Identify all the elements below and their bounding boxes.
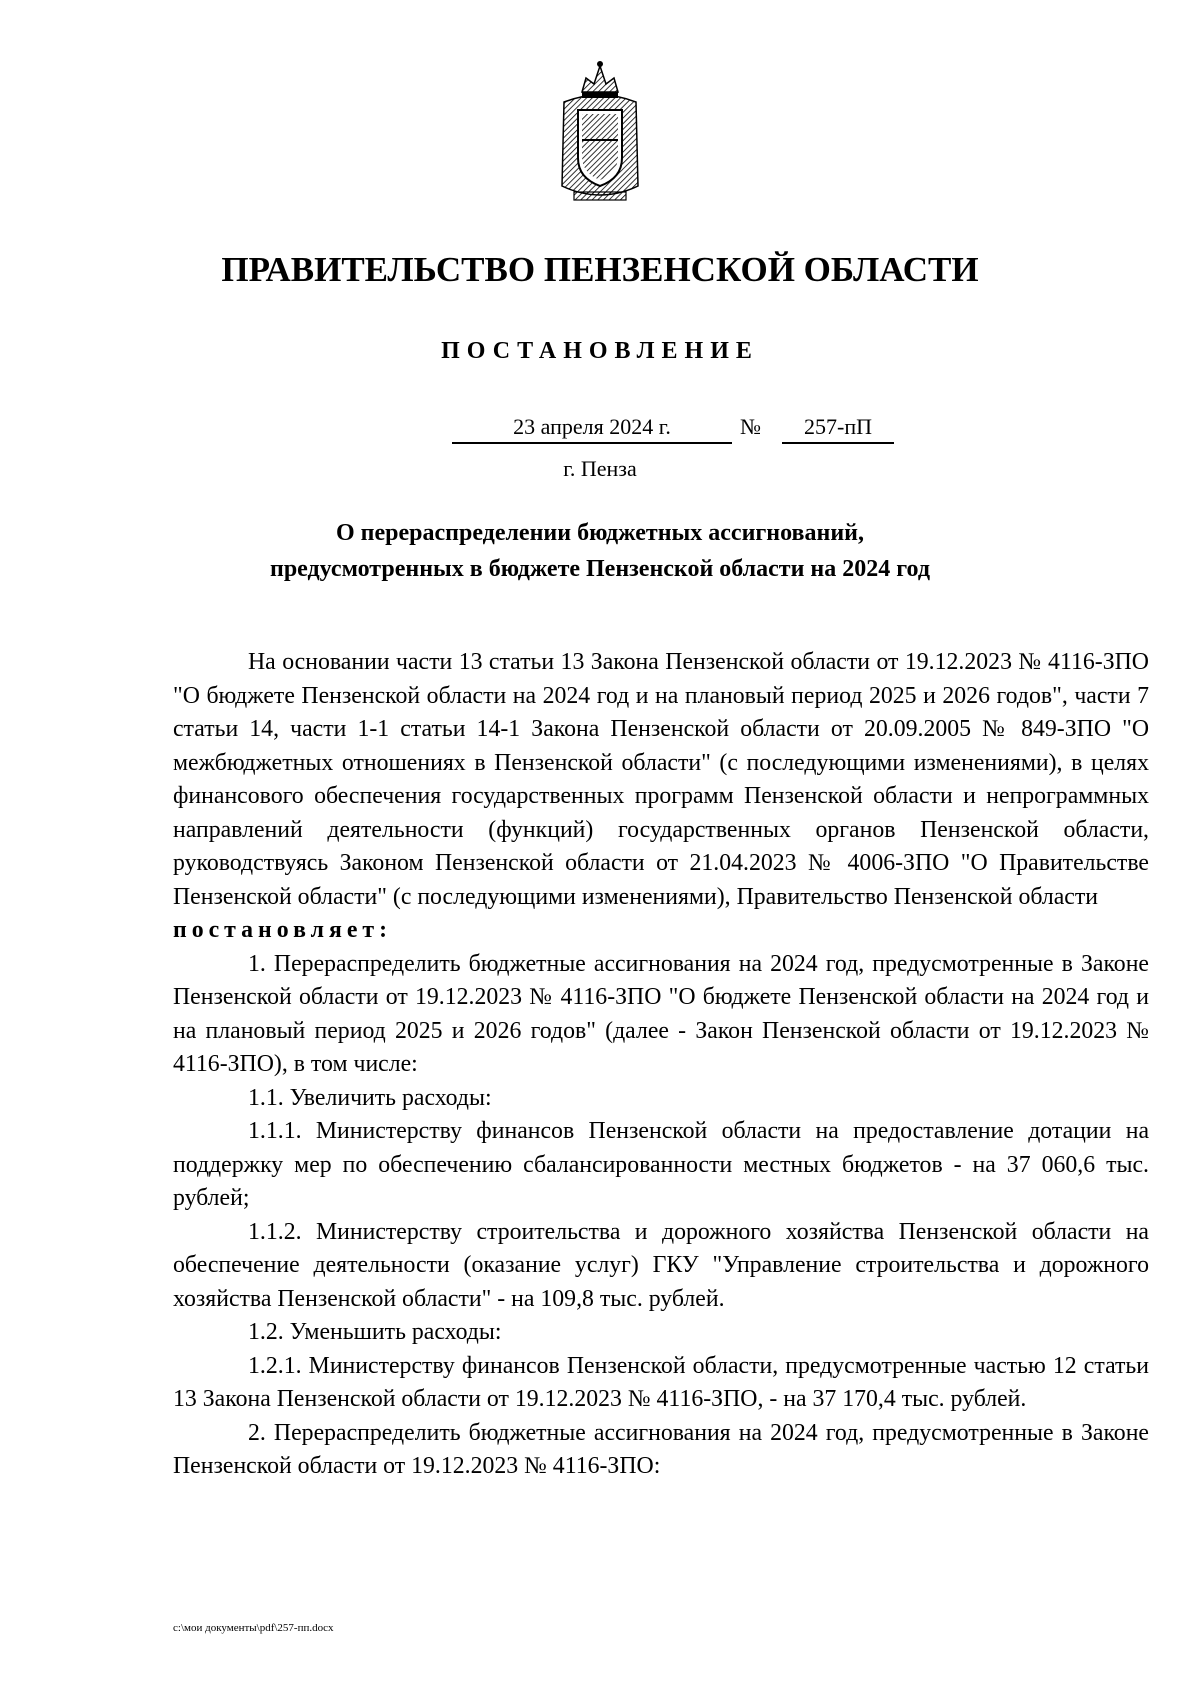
document-subject [200, 515, 1000, 587]
city: г. Пенза [563, 456, 637, 481]
paragraph-1-2: 1.2. Уменьшить расходы: [248, 1319, 502, 1345]
paragraph-1: 1. Перераспределить бюджетные ассигнования на 2024 год, предусмотренные в Законе Пензенской области от 19.12.2023 № 4116-ЗПО "О бюджете Пензенской области на 2024 год и на плановый период 2025 и 2026 годов" (далее - Закон Пензенской области от 19.12.2023 № 4116-ЗПО), в том числе: [173, 950, 1149, 1077]
decides-text: постановляет: [173, 917, 393, 943]
paragraph-1-1: 1.1. Увеличить расходы: [248, 1084, 492, 1111]
document-body [173, 646, 1149, 1484]
paragraph-1-1-2: 1.1.2. Министерству строительства и дорожного хозяйства Пензенской области на обеспечение деятельности (оказание услуг) ГКУ "Управление строительства и дорожного хозяйства Пензенской области" - на 109,8 тыс. рублей. [173, 1218, 1149, 1312]
preamble-paragraph: На основании части 13 статьи 13 Закона Пензенской области от 19.12.2023 № 4116-ЗПО "О бюджете Пензенской области на 2024 год и на плановый период 2025 и 2026 годов", части 7 статьи 14, части 1-1 статьи 14-1 Закона Пензенской области от 20.09.2005 № 849-ЗПО "О межбюджетных отношениях в Пензенской области" (с последующими изменениями), в целях финансового обеспечения государственных программ Пензенской области и непрограммных направлений деятельности (функций) государственных органов Пензенской области, руководствуясь Законом Пензенской области от 21.04.2023 № 4006-ЗПО "О Правительстве Пензенской области" (с последующими изменениями), Правительство Пензенской области [173, 649, 1149, 910]
number-sign: № [740, 414, 761, 439]
org-title: ПРАВИТЕЛЬСТВО ПЕНЗЕНСКОЙ ОБЛАСТИ [221, 250, 979, 289]
paragraph-1-2-1: 1.2.1. Министерству финансов Пензенской области, предусмотренные частью 12 статьи 13 Закона Пензенской области от 19.12.2023 № 4116-ЗПО, - на 37 170,4 тыс. рублей. [173, 1352, 1149, 1412]
document-date: 23 апреля 2024 г. [452, 414, 732, 444]
decides-keyword [173, 914, 1149, 948]
paragraph-2: 2. Перераспределить бюджетные ассигнования на 2024 год, предусмотренные в Законе Пензенской области от 19.12.2023 № 4116-ЗПО: [173, 1419, 1149, 1479]
paragraph-1-1-1: 1.1.1. Министерству финансов Пензенской области на предоставление дотации на поддержку мер по обеспечению сбалансированности местных бюджетов - на 37 060,6 тыс. рублей; [173, 1118, 1149, 1211]
subject-line-1: О перераспределении бюджетных ассигнований, [336, 520, 864, 546]
penza-coat-of-arms-icon [558, 58, 642, 208]
document-number: 257-пП [782, 414, 894, 444]
file-path-footer: c:\мои документы\pdf\257-пп.docx [173, 1622, 334, 1634]
document-kind: ПОСТАНОВЛЕНИЕ [441, 338, 759, 364]
subject-line-2: предусмотренных в бюджете Пензенской области на 2024 год [270, 556, 930, 582]
